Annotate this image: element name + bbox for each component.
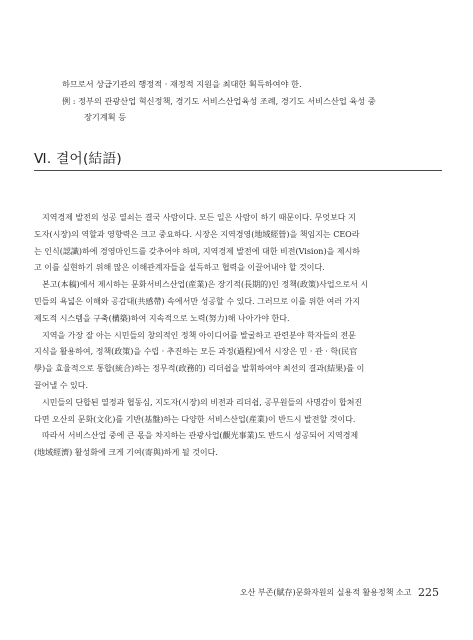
body-line: (地域經濟) 활성화에 크게 기여(寄與)하게 될 것이다.: [34, 448, 218, 458]
body-line: 지역을 가장 잘 아는 시민들의 창의적인 정책 아이디어를 발굴하고 관련분야 학자들의 전문: [42, 330, 356, 340]
body-line: 끌어낼 수 있다.: [34, 380, 88, 390]
section-heading: Ⅵ. 결어(結語): [34, 151, 122, 167]
top-text-line: 例 : 정부의 관광산업 혁신정책, 경기도 서비스산업육성 조례, 경기도 서비스산업 육성 중: [62, 95, 376, 106]
body-line: 도자(시장)의 역할과 영향력은 크고 중요하다. 시장은 지역경영(地域經營)을 책임지는 CEO라: [34, 229, 360, 239]
body-line: 고 이를 실현하기 위해 많은 이해관계자들을 설득하고 협력을 이끌어내야 할 것이다.: [34, 263, 325, 273]
footer-title: 오산 부존(賦存)문화자원의 실용적 활용정책 소고: [239, 588, 412, 597]
body-line: 제도적 시스템을 구축(構築)하여 지속적으로 노력(努力)해 나아가야 한다.: [34, 313, 290, 323]
page-footer: [240, 586, 439, 599]
section-divider: [34, 170, 442, 171]
body-line: 지역경제 발전의 성공 열쇠는 결국 사람이다. 모든 일은 사람이 하기 때문이다. 무엇보다 지: [42, 213, 356, 222]
top-text-line: 장기계획 등: [84, 112, 127, 122]
body-line: 본고(本稿)에서 제시하는 문화서비스산업(産業)은 장기적(長期的)인 정책(政策)사업으로서 시: [42, 280, 369, 290]
body-line: 는 인식(認識)하에 경영마인드를 갖추어야 하며, 지역경제 발전에 대한 비전(Vision)을 제시하: [34, 246, 361, 256]
body-line: 學)을 효율적으로 통합(統合)하는 정무적(政務的) 리더쉽을 발휘하여야 최선의 결과(結果)를 이: [34, 364, 365, 374]
body-line: 시민들의 단합된 열정과 협동심, 지도자(시장)의 비전과 리더쉽, 공무원들의 사명감이 합쳐진: [42, 397, 363, 407]
body-line: 따라서 서비스산업 중에 큰 몫을 차지하는 관광사업(觀光事業)도 반드시 성공되어 지역경제: [42, 431, 359, 441]
body-line: 민들의 욕넓은 이해와 공감대(共感帶) 속에서만 성공할 수 있다. 그러므로 이를 위한 여러 가지: [34, 296, 361, 306]
body-line: 지식을 활용하여, 정책(政策)을 수립 · 추진하는 모든 과정(過程)에서 시장은 민 · 관 · 학(民官: [34, 347, 358, 357]
top-text-block: [62, 76, 422, 126]
body-text-block: [34, 210, 444, 462]
top-text-line: 하므로서 상급기관의 행정적 · 재정적 지원을 최대한 획득하여야 한.: [62, 79, 302, 89]
body-line: 다면 오산의 문화(文化)를 기반(基盤)하는 다양한 서비스산업(産業)이 반드시 발전할 것이다.: [34, 414, 356, 424]
page-number: 225: [418, 586, 439, 599]
